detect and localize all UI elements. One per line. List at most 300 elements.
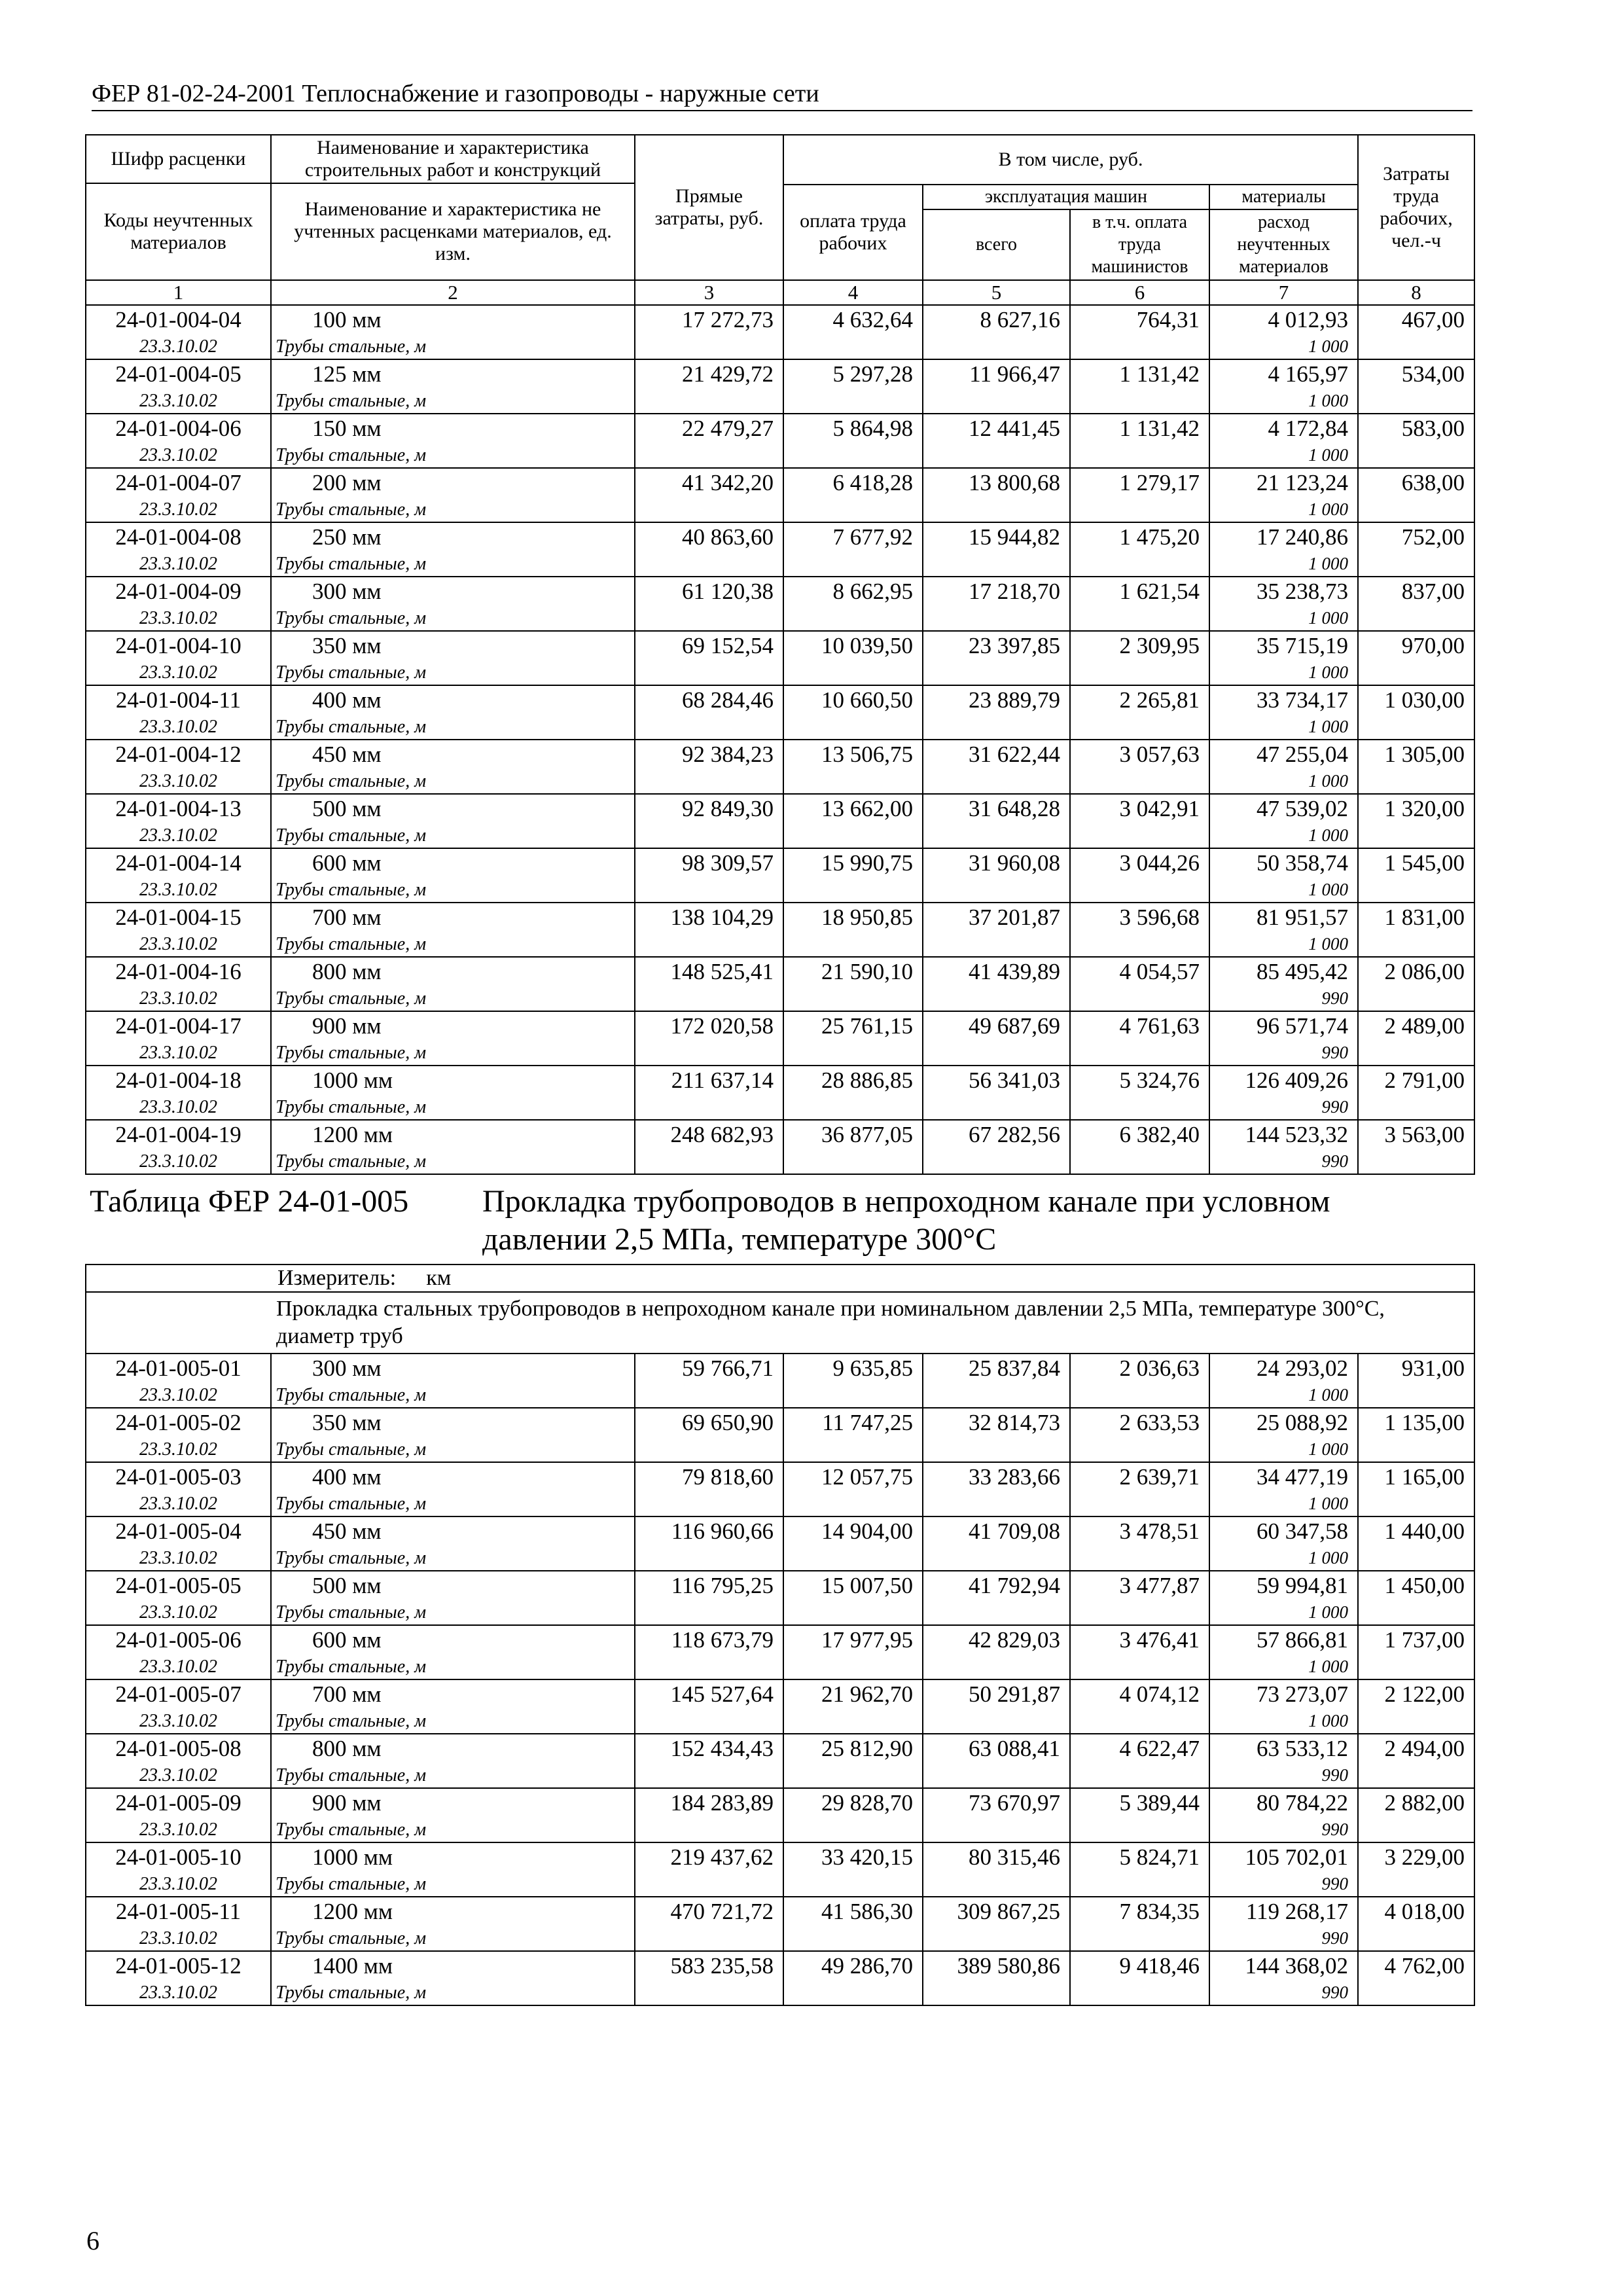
- rate-row: [86, 1788, 1474, 1818]
- table-cell: 15 007,50: [783, 1571, 923, 1600]
- column-number: 8: [1358, 280, 1474, 305]
- table-cell: [1070, 932, 1209, 957]
- table-cell: 400 мм: [271, 685, 635, 715]
- table-cell: [1070, 1709, 1209, 1734]
- table-cell: 144 368,02: [1209, 1951, 1358, 1981]
- table-cell: 35 238,73: [1209, 577, 1358, 606]
- table-title: [86, 1174, 1474, 1265]
- table-cell: 3 229,00: [1358, 1842, 1474, 1872]
- material-row: [86, 932, 1474, 957]
- table-cell: 152 434,43: [635, 1734, 783, 1763]
- table-cell: 23.3.10.02: [86, 1437, 271, 1462]
- table-cell: 24-01-005-07: [86, 1679, 271, 1709]
- header-incl-operators: в т.ч. оплата труда машинистов: [1070, 209, 1209, 280]
- table-cell: 24-01-004-04: [86, 305, 271, 334]
- table-cell: [923, 986, 1070, 1011]
- table-cell: 116 960,66: [635, 1516, 783, 1546]
- table-cell: 3 477,87: [1070, 1571, 1209, 1600]
- table-cell: 2 494,00: [1358, 1734, 1474, 1763]
- table-cell: 4 165,97: [1209, 359, 1358, 389]
- table-cell: [1070, 1763, 1209, 1788]
- table-cell: 8 627,16: [923, 305, 1070, 334]
- table-cell: 1 831,00: [1358, 903, 1474, 932]
- rate-row: [86, 957, 1474, 986]
- table-cell: 33 420,15: [783, 1842, 923, 1872]
- material-row: [86, 606, 1474, 631]
- table-cell: 24 293,02: [1209, 1354, 1358, 1383]
- material-row: [86, 1492, 1474, 1516]
- table-cell: Трубы стальные, м: [271, 1818, 635, 1842]
- table-cell: 34 477,19: [1209, 1462, 1358, 1492]
- table-cell: 80 784,22: [1209, 1788, 1358, 1818]
- table-cell: [923, 1383, 1070, 1408]
- table-cell: 41 439,89: [923, 957, 1070, 986]
- material-row: [86, 878, 1474, 903]
- table-cell: 211 637,14: [635, 1066, 783, 1095]
- header-name-unaccounted: Наименование и характеристика не учтенных расценками материалов, ед. изм.: [271, 183, 635, 280]
- rate-row: [86, 794, 1474, 823]
- table-cell: 23.3.10.02: [86, 1095, 271, 1120]
- table-cell: 6 382,40: [1070, 1120, 1209, 1149]
- table-cell: [1358, 1981, 1474, 2005]
- table-cell: [1358, 497, 1474, 522]
- table-cell: 500 мм: [271, 794, 635, 823]
- table-cell: 49 286,70: [783, 1951, 923, 1981]
- table-cell: Трубы стальные, м: [271, 1492, 635, 1516]
- table-cell: 68 284,46: [635, 685, 783, 715]
- table-cell: 5 297,28: [783, 359, 923, 389]
- table-cell: Трубы стальные, м: [271, 1872, 635, 1897]
- table-cell: [783, 1492, 923, 1516]
- material-row: [86, 660, 1474, 685]
- table-cell: [1070, 1492, 1209, 1516]
- table-cell: 700 мм: [271, 903, 635, 932]
- table-cell: [1070, 606, 1209, 631]
- table-cell: 23.3.10.02: [86, 334, 271, 359]
- table-cell: Трубы стальные, м: [271, 1383, 635, 1408]
- table-cell: [1070, 1600, 1209, 1625]
- table-cell: [783, 1872, 923, 1897]
- table-cell: 200 мм: [271, 468, 635, 497]
- table-cell: [783, 552, 923, 577]
- table-cell: [923, 769, 1070, 794]
- table-cell: 63 088,41: [923, 1734, 1070, 1763]
- table-cell: 990: [1209, 1095, 1358, 1120]
- table-cell: 11 966,47: [923, 359, 1070, 389]
- table-cell: [1070, 823, 1209, 848]
- table-cell: 119 268,17: [1209, 1897, 1358, 1926]
- table-cell: [783, 1600, 923, 1625]
- table-cell: 1 545,00: [1358, 848, 1474, 878]
- table-cell: [1358, 823, 1474, 848]
- table-cell: [1358, 389, 1474, 414]
- table-cell: [1070, 1926, 1209, 1951]
- rates-table: [85, 134, 1475, 2006]
- table-cell: 35 715,19: [1209, 631, 1358, 660]
- table-cell: [1070, 389, 1209, 414]
- table-cell: [1070, 769, 1209, 794]
- table-cell: [923, 1437, 1070, 1462]
- table-cell: [783, 1655, 923, 1679]
- table-cell: 25 088,92: [1209, 1408, 1358, 1437]
- table-cell: [783, 1818, 923, 1842]
- table-cell: 300 мм: [271, 577, 635, 606]
- table-cell: Трубы стальные, м: [271, 334, 635, 359]
- table-cell: 22 479,27: [635, 414, 783, 443]
- table-cell: 50 358,74: [1209, 848, 1358, 878]
- table-cell: 96 571,74: [1209, 1011, 1358, 1041]
- table-code: Таблица ФЕР 24-01-005: [90, 1184, 409, 1219]
- table-cell: 24-01-005-03: [86, 1462, 271, 1492]
- table-cell: 250 мм: [271, 522, 635, 552]
- table-cell: 1 000: [1209, 715, 1358, 740]
- table-cell: 2 489,00: [1358, 1011, 1474, 1041]
- table-cell: [783, 1763, 923, 1788]
- table-cell: 24-01-004-07: [86, 468, 271, 497]
- table-cell: [923, 878, 1070, 903]
- table-cell: 31 648,28: [923, 794, 1070, 823]
- table-cell: [1070, 1383, 1209, 1408]
- table-cell: 13 800,68: [923, 468, 1070, 497]
- table-cell: 145 527,64: [635, 1679, 783, 1709]
- table-cell: 15 990,75: [783, 848, 923, 878]
- column-number: 6: [1070, 280, 1209, 305]
- table-cell: 118 673,79: [635, 1625, 783, 1655]
- table-cell: 1 131,42: [1070, 414, 1209, 443]
- table-cell: [923, 1818, 1070, 1842]
- table-cell: 24-01-004-18: [86, 1066, 271, 1095]
- table-cell: 4 172,84: [1209, 414, 1358, 443]
- table-cell: [635, 1437, 783, 1462]
- rate-row: [86, 1951, 1474, 1981]
- table-cell: [783, 389, 923, 414]
- table-cell: [635, 1600, 783, 1625]
- table-cell: 126 409,26: [1209, 1066, 1358, 1095]
- table-cell: [1070, 1872, 1209, 1897]
- table-cell: 24-01-004-15: [86, 903, 271, 932]
- table-cell: Трубы стальные, м: [271, 823, 635, 848]
- table-cell: 3 042,91: [1070, 794, 1209, 823]
- table-cell: [923, 1492, 1070, 1516]
- material-row: [86, 389, 1474, 414]
- table-cell: 31 622,44: [923, 740, 1070, 769]
- table-cell: 990: [1209, 1041, 1358, 1066]
- column-number: 4: [783, 280, 923, 305]
- table-cell: Трубы стальные, м: [271, 1041, 635, 1066]
- material-row: [86, 1981, 1474, 2005]
- table-cell: 1 000: [1209, 389, 1358, 414]
- table-cell: 764,31: [1070, 305, 1209, 334]
- table-cell: 1 000: [1209, 932, 1358, 957]
- rate-row: [86, 1408, 1474, 1437]
- table-cell: [1070, 1095, 1209, 1120]
- table-cell: 350 мм: [271, 631, 635, 660]
- table-cell: Трубы стальные, м: [271, 443, 635, 468]
- table-cell: Трубы стальные, м: [271, 715, 635, 740]
- table-cell: 42 829,03: [923, 1625, 1070, 1655]
- table-cell: [783, 606, 923, 631]
- table-cell: 7 677,92: [783, 522, 923, 552]
- table-cell: 467,00: [1358, 305, 1474, 334]
- table-cell: 1200 мм: [271, 1897, 635, 1926]
- table-cell: Трубы стальные, м: [271, 1655, 635, 1679]
- table-cell: 248 682,93: [635, 1120, 783, 1149]
- table-cell: 4 761,63: [1070, 1011, 1209, 1041]
- table-cell: 1 000: [1209, 1600, 1358, 1625]
- table-cell: [635, 1926, 783, 1951]
- material-row: [86, 1655, 1474, 1679]
- rate-row: [86, 1066, 1474, 1095]
- table-cell: [783, 1709, 923, 1734]
- table-cell: 144 523,32: [1209, 1120, 1358, 1149]
- table-cell: 990: [1209, 1149, 1358, 1174]
- table-cell: [1358, 1600, 1474, 1625]
- table-cell: 23.3.10.02: [86, 932, 271, 957]
- table-cell: [923, 443, 1070, 468]
- table-cell: 23.3.10.02: [86, 715, 271, 740]
- table-cell: 73 670,97: [923, 1788, 1070, 1818]
- table-cell: Трубы стальные, м: [271, 878, 635, 903]
- table-cell: [783, 823, 923, 848]
- table-cell: 1 450,00: [1358, 1571, 1474, 1600]
- table-cell: 700 мм: [271, 1679, 635, 1709]
- rate-row: [86, 305, 1474, 334]
- table-cell: 2 633,53: [1070, 1408, 1209, 1437]
- table-cell: 98 309,57: [635, 848, 783, 878]
- table-cell: 23.3.10.02: [86, 443, 271, 468]
- table-cell: 1400 мм: [271, 1951, 635, 1981]
- material-row: [86, 1872, 1474, 1897]
- table-cell: [635, 1709, 783, 1734]
- table-cell: [1358, 1437, 1474, 1462]
- table-cell: 24-01-004-08: [86, 522, 271, 552]
- table-cell: 990: [1209, 1872, 1358, 1897]
- table-cell: 2 265,81: [1070, 685, 1209, 715]
- table-cell: 33 283,66: [923, 1462, 1070, 1492]
- table-cell: [635, 823, 783, 848]
- section-24-01-005-body: [86, 1354, 1474, 2005]
- table-cell: 25 761,15: [783, 1011, 923, 1041]
- table-cell: [783, 660, 923, 685]
- table-cell: 25 812,90: [783, 1734, 923, 1763]
- rate-row: [86, 631, 1474, 660]
- table-cell: 24-01-005-08: [86, 1734, 271, 1763]
- table-cell: 24-01-004-06: [86, 414, 271, 443]
- material-row: [86, 552, 1474, 577]
- table-cell: 309 867,25: [923, 1897, 1070, 1926]
- rate-row: [86, 359, 1474, 389]
- table-cell: 990: [1209, 1763, 1358, 1788]
- table-cell: 24-01-005-02: [86, 1408, 271, 1437]
- table-cell: Трубы стальные, м: [271, 1149, 635, 1174]
- table-cell: 13 506,75: [783, 740, 923, 769]
- table-cell: 36 877,05: [783, 1120, 923, 1149]
- table-cell: [783, 443, 923, 468]
- table-cell: [635, 1981, 783, 2005]
- table-cell: 41 342,20: [635, 468, 783, 497]
- table-cell: 23.3.10.02: [86, 1818, 271, 1842]
- table-cell: 21 590,10: [783, 957, 923, 986]
- rate-row: [86, 1011, 1474, 1041]
- table-cell: 752,00: [1358, 522, 1474, 552]
- table-cell: 17 240,86: [1209, 522, 1358, 552]
- table-cell: [923, 1546, 1070, 1571]
- table-cell: 3 057,63: [1070, 740, 1209, 769]
- table-cell: [923, 1095, 1070, 1120]
- material-row: [86, 1546, 1474, 1571]
- table-cell: [1358, 1546, 1474, 1571]
- table-cell: [635, 497, 783, 522]
- table-cell: [1070, 552, 1209, 577]
- table-cell: 23 889,79: [923, 685, 1070, 715]
- table-cell: 49 687,69: [923, 1011, 1070, 1041]
- table-cell: 1 030,00: [1358, 685, 1474, 715]
- table-cell: 116 795,25: [635, 1571, 783, 1600]
- table-cell: 24-01-005-04: [86, 1516, 271, 1546]
- table-cell: [1070, 334, 1209, 359]
- table-cell: [1070, 1041, 1209, 1066]
- table-cell: [1070, 1655, 1209, 1679]
- table-cell: [1070, 1546, 1209, 1571]
- table-cell: 105 702,01: [1209, 1842, 1358, 1872]
- table-cell: 24-01-005-06: [86, 1625, 271, 1655]
- table-cell: 79 818,60: [635, 1462, 783, 1492]
- table-cell: 57 866,81: [1209, 1625, 1358, 1655]
- table-cell: [923, 1600, 1070, 1625]
- table-cell: [923, 497, 1070, 522]
- table-cell: 931,00: [1358, 1354, 1474, 1383]
- header-name: Наименование и характеристика строительных работ и конструкций: [271, 135, 635, 183]
- rate-row: [86, 1516, 1474, 1546]
- table-cell: [1358, 878, 1474, 903]
- table-cell: 990: [1209, 1981, 1358, 2005]
- table-cell: 73 273,07: [1209, 1679, 1358, 1709]
- table-cell: 40 863,60: [635, 522, 783, 552]
- table-cell: 23.3.10.02: [86, 1709, 271, 1734]
- table-cell: 47 255,04: [1209, 740, 1358, 769]
- table-cell: Трубы стальные, м: [271, 986, 635, 1011]
- table-cell: 17 977,95: [783, 1625, 923, 1655]
- table-cell: [635, 1655, 783, 1679]
- table-cell: 1 621,54: [1070, 577, 1209, 606]
- table-cell: 2 882,00: [1358, 1788, 1474, 1818]
- table-cell: [635, 1872, 783, 1897]
- table-cell: [635, 932, 783, 957]
- header-including: В том числе, руб.: [783, 135, 1358, 185]
- meter-line: [86, 1265, 1474, 1292]
- table-cell: [635, 552, 783, 577]
- table-cell: [1070, 1818, 1209, 1842]
- table-cell: 5 864,98: [783, 414, 923, 443]
- table-cell: [923, 1763, 1070, 1788]
- table-cell: 450 мм: [271, 740, 635, 769]
- table-cell: [783, 715, 923, 740]
- header-labor-costs: Затраты труда рабочих, чел.-ч: [1358, 135, 1474, 280]
- material-row: [86, 769, 1474, 794]
- table-cell: [923, 334, 1070, 359]
- table-cell: 24-01-004-13: [86, 794, 271, 823]
- table-cell: 21 962,70: [783, 1679, 923, 1709]
- table-cell: [1358, 1872, 1474, 1897]
- header-code: Шифр расценки: [86, 135, 271, 183]
- rate-row: [86, 848, 1474, 878]
- table-cell: [923, 660, 1070, 685]
- table-cell: 1 000: [1209, 334, 1358, 359]
- table-cell: [1358, 986, 1474, 1011]
- table-cell: 81 951,57: [1209, 903, 1358, 932]
- table-cell: 23.3.10.02: [86, 1149, 271, 1174]
- table-cell: 50 291,87: [923, 1679, 1070, 1709]
- table-cell: [1070, 986, 1209, 1011]
- table-cell: 389 580,86: [923, 1951, 1070, 1981]
- table-cell: 1000 мм: [271, 1842, 635, 1872]
- table-cell: 23.3.10.02: [86, 823, 271, 848]
- table-cell: 1 000: [1209, 1709, 1358, 1734]
- table-cell: 534,00: [1358, 359, 1474, 389]
- material-row: [86, 1437, 1474, 1462]
- table-cell: [1070, 1981, 1209, 2005]
- table-cell: 990: [1209, 1926, 1358, 1951]
- table-cell: 28 886,85: [783, 1066, 923, 1095]
- rate-row: [86, 1120, 1474, 1149]
- table-cell: 1 135,00: [1358, 1408, 1474, 1437]
- table-cell: [1358, 552, 1474, 577]
- table-cell: 1 000: [1209, 769, 1358, 794]
- table-cell: 67 282,56: [923, 1120, 1070, 1149]
- column-number: 1: [86, 280, 271, 305]
- table-cell: 1 000: [1209, 497, 1358, 522]
- table-cell: 1 000: [1209, 443, 1358, 468]
- table-cell: [923, 715, 1070, 740]
- meter-unit: км: [426, 1266, 452, 1290]
- material-row: [86, 1926, 1474, 1951]
- rate-row: [86, 903, 1474, 932]
- table-cell: 37 201,87: [923, 903, 1070, 932]
- rate-row: [86, 1625, 1474, 1655]
- table-24-01-005-heading: [86, 1174, 1474, 1354]
- table-cell: 800 мм: [271, 957, 635, 986]
- table-cell: [783, 1437, 923, 1462]
- table-cell: 2 086,00: [1358, 957, 1474, 986]
- material-row: [86, 1763, 1474, 1788]
- table-cell: [783, 1981, 923, 2005]
- table-cell: 24-01-005-01: [86, 1354, 271, 1383]
- table-cell: 3 596,68: [1070, 903, 1209, 932]
- header-materials: материалы: [1209, 185, 1358, 209]
- table-cell: [923, 1041, 1070, 1066]
- material-row: [86, 1041, 1474, 1066]
- table-cell: 3 478,51: [1070, 1516, 1209, 1546]
- table-cell: 1 131,42: [1070, 359, 1209, 389]
- table-cell: 2 036,63: [1070, 1354, 1209, 1383]
- table-cell: 23.3.10.02: [86, 1546, 271, 1571]
- table-cell: [1358, 1655, 1474, 1679]
- material-row: [86, 497, 1474, 522]
- table-cell: 47 539,02: [1209, 794, 1358, 823]
- meter-label: Измеритель:: [277, 1266, 397, 1290]
- table-cell: 12 057,75: [783, 1462, 923, 1492]
- table-cell: [635, 769, 783, 794]
- table-cell: 4 632,64: [783, 305, 923, 334]
- table-cell: [635, 1149, 783, 1174]
- group-description: Прокладка стальных трубопроводов в непроходном канале при номинальном давлении 2,5 МПа, температуре 300°С, диаметр труб: [86, 1292, 1474, 1354]
- rate-row: [86, 1842, 1474, 1872]
- table-cell: 23.3.10.02: [86, 986, 271, 1011]
- table-cell: [1358, 1149, 1474, 1174]
- table-cell: 450 мм: [271, 1516, 635, 1546]
- table-cell: 24-01-004-12: [86, 740, 271, 769]
- table-cell: 18 950,85: [783, 903, 923, 932]
